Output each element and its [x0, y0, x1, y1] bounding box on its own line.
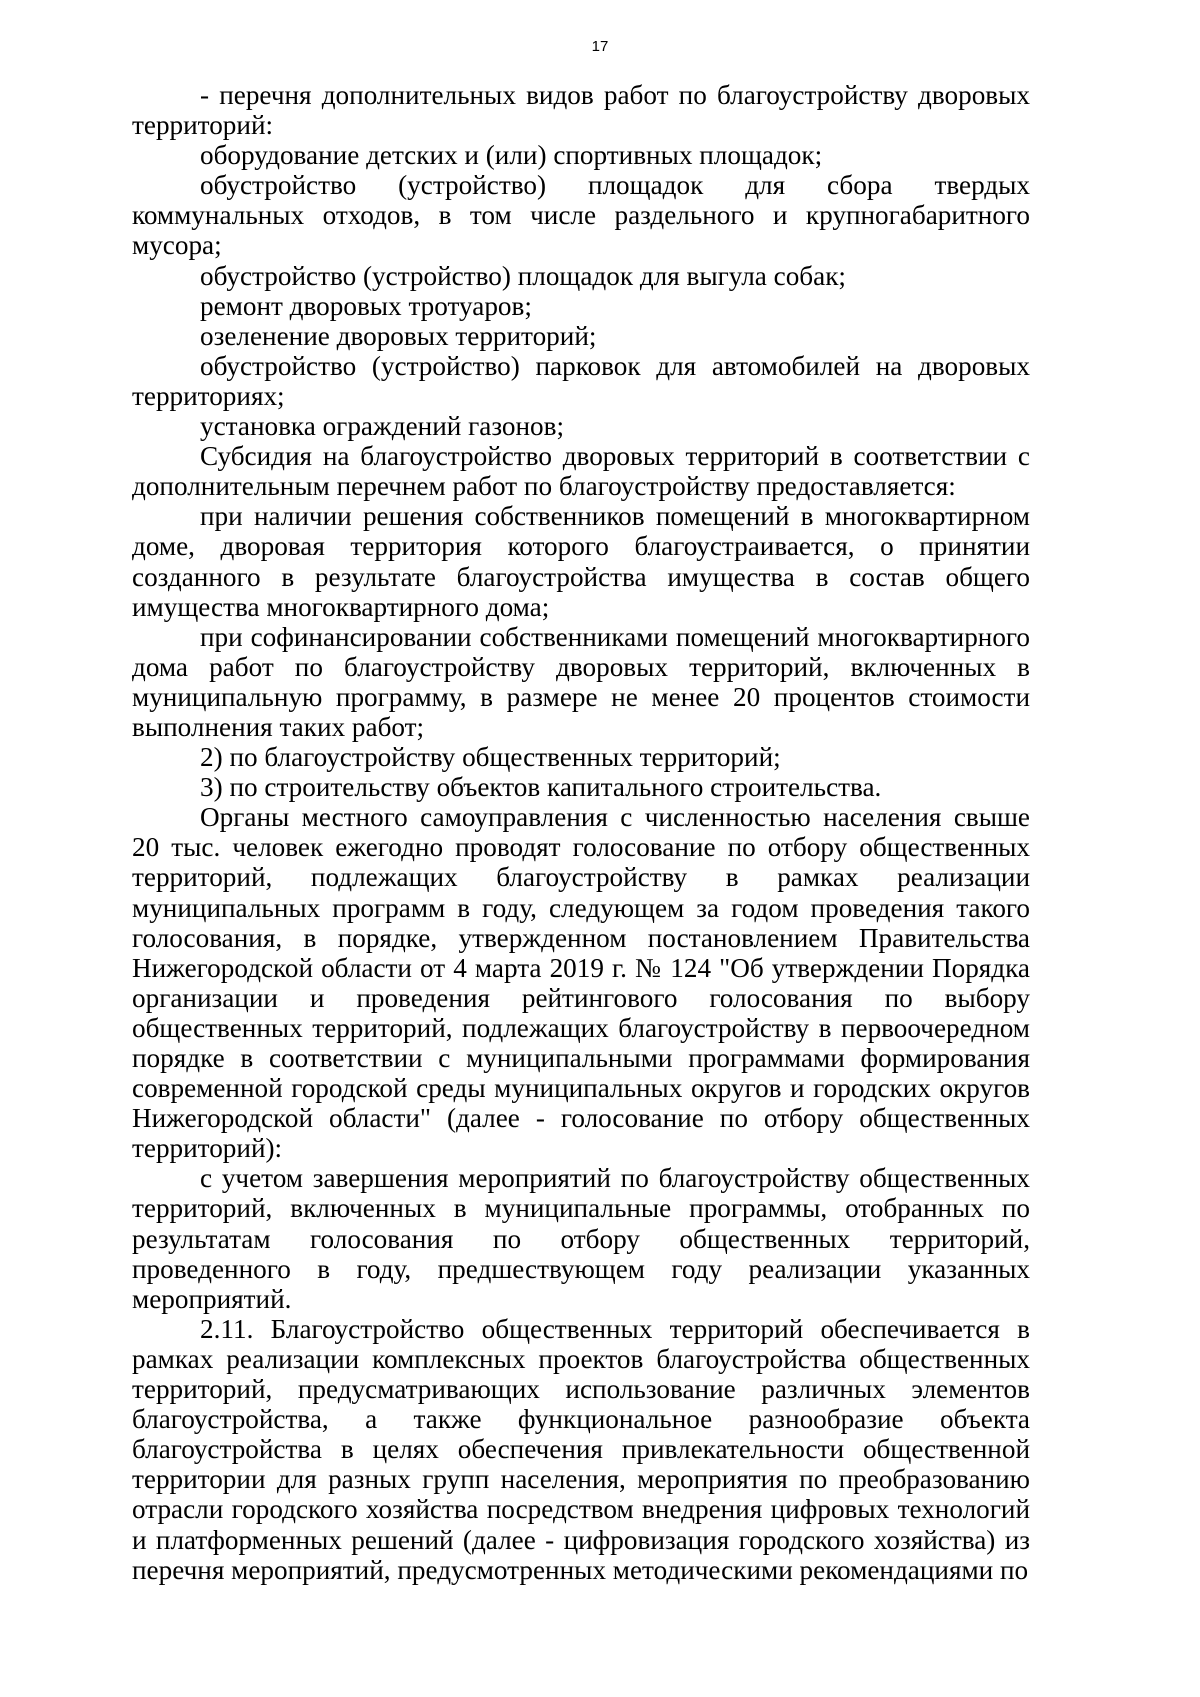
paragraph-item-3-capital-construction: 3) по строительству объектов капитального строительства.: [200, 772, 882, 803]
paragraph-local-government-voting: Органы местного самоуправления с численностью населения свыше 20 тыс. человек ежегодно проводят голосование по отбору общественных территорий, подлежащих благоустройству в рамках реализации муниципальных программ в году, следующем за годом проведения такого голосования, в порядке, утвержденном постановлением Правительства Нижегородской области от 4 марта 2019 г. № 124 "Об утверждении Порядка организации и проведения рейтингового голосования по выбору общественных территорий, подлежащих благоустройству в первоочередном порядке в соответствии с муниципальными программами формирования современной городской среды муниципальных округов и городских округов Нижегородской области" (далее - голосование по отбору общественных территорий):: [132, 802, 1030, 1164]
paragraph-waste-sites: обустройство (устройство) площадок для сбора твердых коммунальных отходов, в том числе раздельного и крупногабаритного мусора;: [132, 170, 1030, 261]
paragraph-dog-walking-sites: обустройство (устройство) площадок для выгула собак;: [200, 260, 846, 291]
paragraph-landscaping: озеленение дворовых территорий;: [200, 320, 597, 351]
paragraph-cofinancing: при софинансировании собственниками помещений многоквартирного дома работ по благоустройству дворовых территорий, включенных в муниципальную программу, в размере не менее 20 процентов стоимости выполнения таких работ;: [132, 621, 1030, 742]
paragraph-playground-equipment: оборудование детских и (или) спортивных площадок;: [200, 140, 823, 171]
document-body: [132, 80, 1030, 1585]
paragraph-sidewalk-repair: ремонт дворовых тротуаров;: [200, 290, 532, 321]
page-number: 17: [591, 38, 609, 55]
paragraph-additional-works-list: - перечня дополнительных видов работ по благоустройству дворовых территорий:: [132, 80, 1030, 141]
paragraph-parking: обустройство (устройство) парковок для автомобилей на дворовых территориях;: [132, 350, 1030, 411]
paragraph-lawn-fencing: установка ограждений газонов;: [200, 411, 565, 442]
paragraph-owners-decision: при наличии решения собственников помещений в многоквартирном доме, дворовая территория которого благоустраивается, о принятии созданного в результате благоустройства имущества в состав общего имущества многоквартирного дома;: [132, 501, 1030, 622]
paragraph-voting-completion: с учетом завершения мероприятий по благоустройству общественных территорий, включенных в муниципальные программы, отобранных по результатам голосования по отбору общественных территорий, проведенного в году, предшествующем году реализации указанных мероприятий.: [132, 1163, 1030, 1314]
paragraph-section-2-11: 2.11. Благоустройство общественных территорий обеспечивается в рамках реализации комплексных проектов благоустройства общественных территорий, предусматривающих использование различных элементов благоустройства, а также функциональное разнообразие объекта благоустройства в целях обеспечения привлекательности общественной территории для разных групп населения, мероприятия по преобразованию отрасли городского хозяйства посредством внедрения цифровых технологий и платформенных решений (далее - цифровизация городского хозяйства) из перечня мероприятий, предусмотренных методическими рекомендациями по: [132, 1313, 1030, 1585]
paragraph-item-2-public-territories: 2) по благоустройству общественных территорий;: [200, 742, 781, 773]
paragraph-subsidy-conditions: Субсидия на благоустройство дворовых территорий в соответствии с дополнительным перечнем работ по благоустройству предоставляется:: [132, 441, 1030, 502]
